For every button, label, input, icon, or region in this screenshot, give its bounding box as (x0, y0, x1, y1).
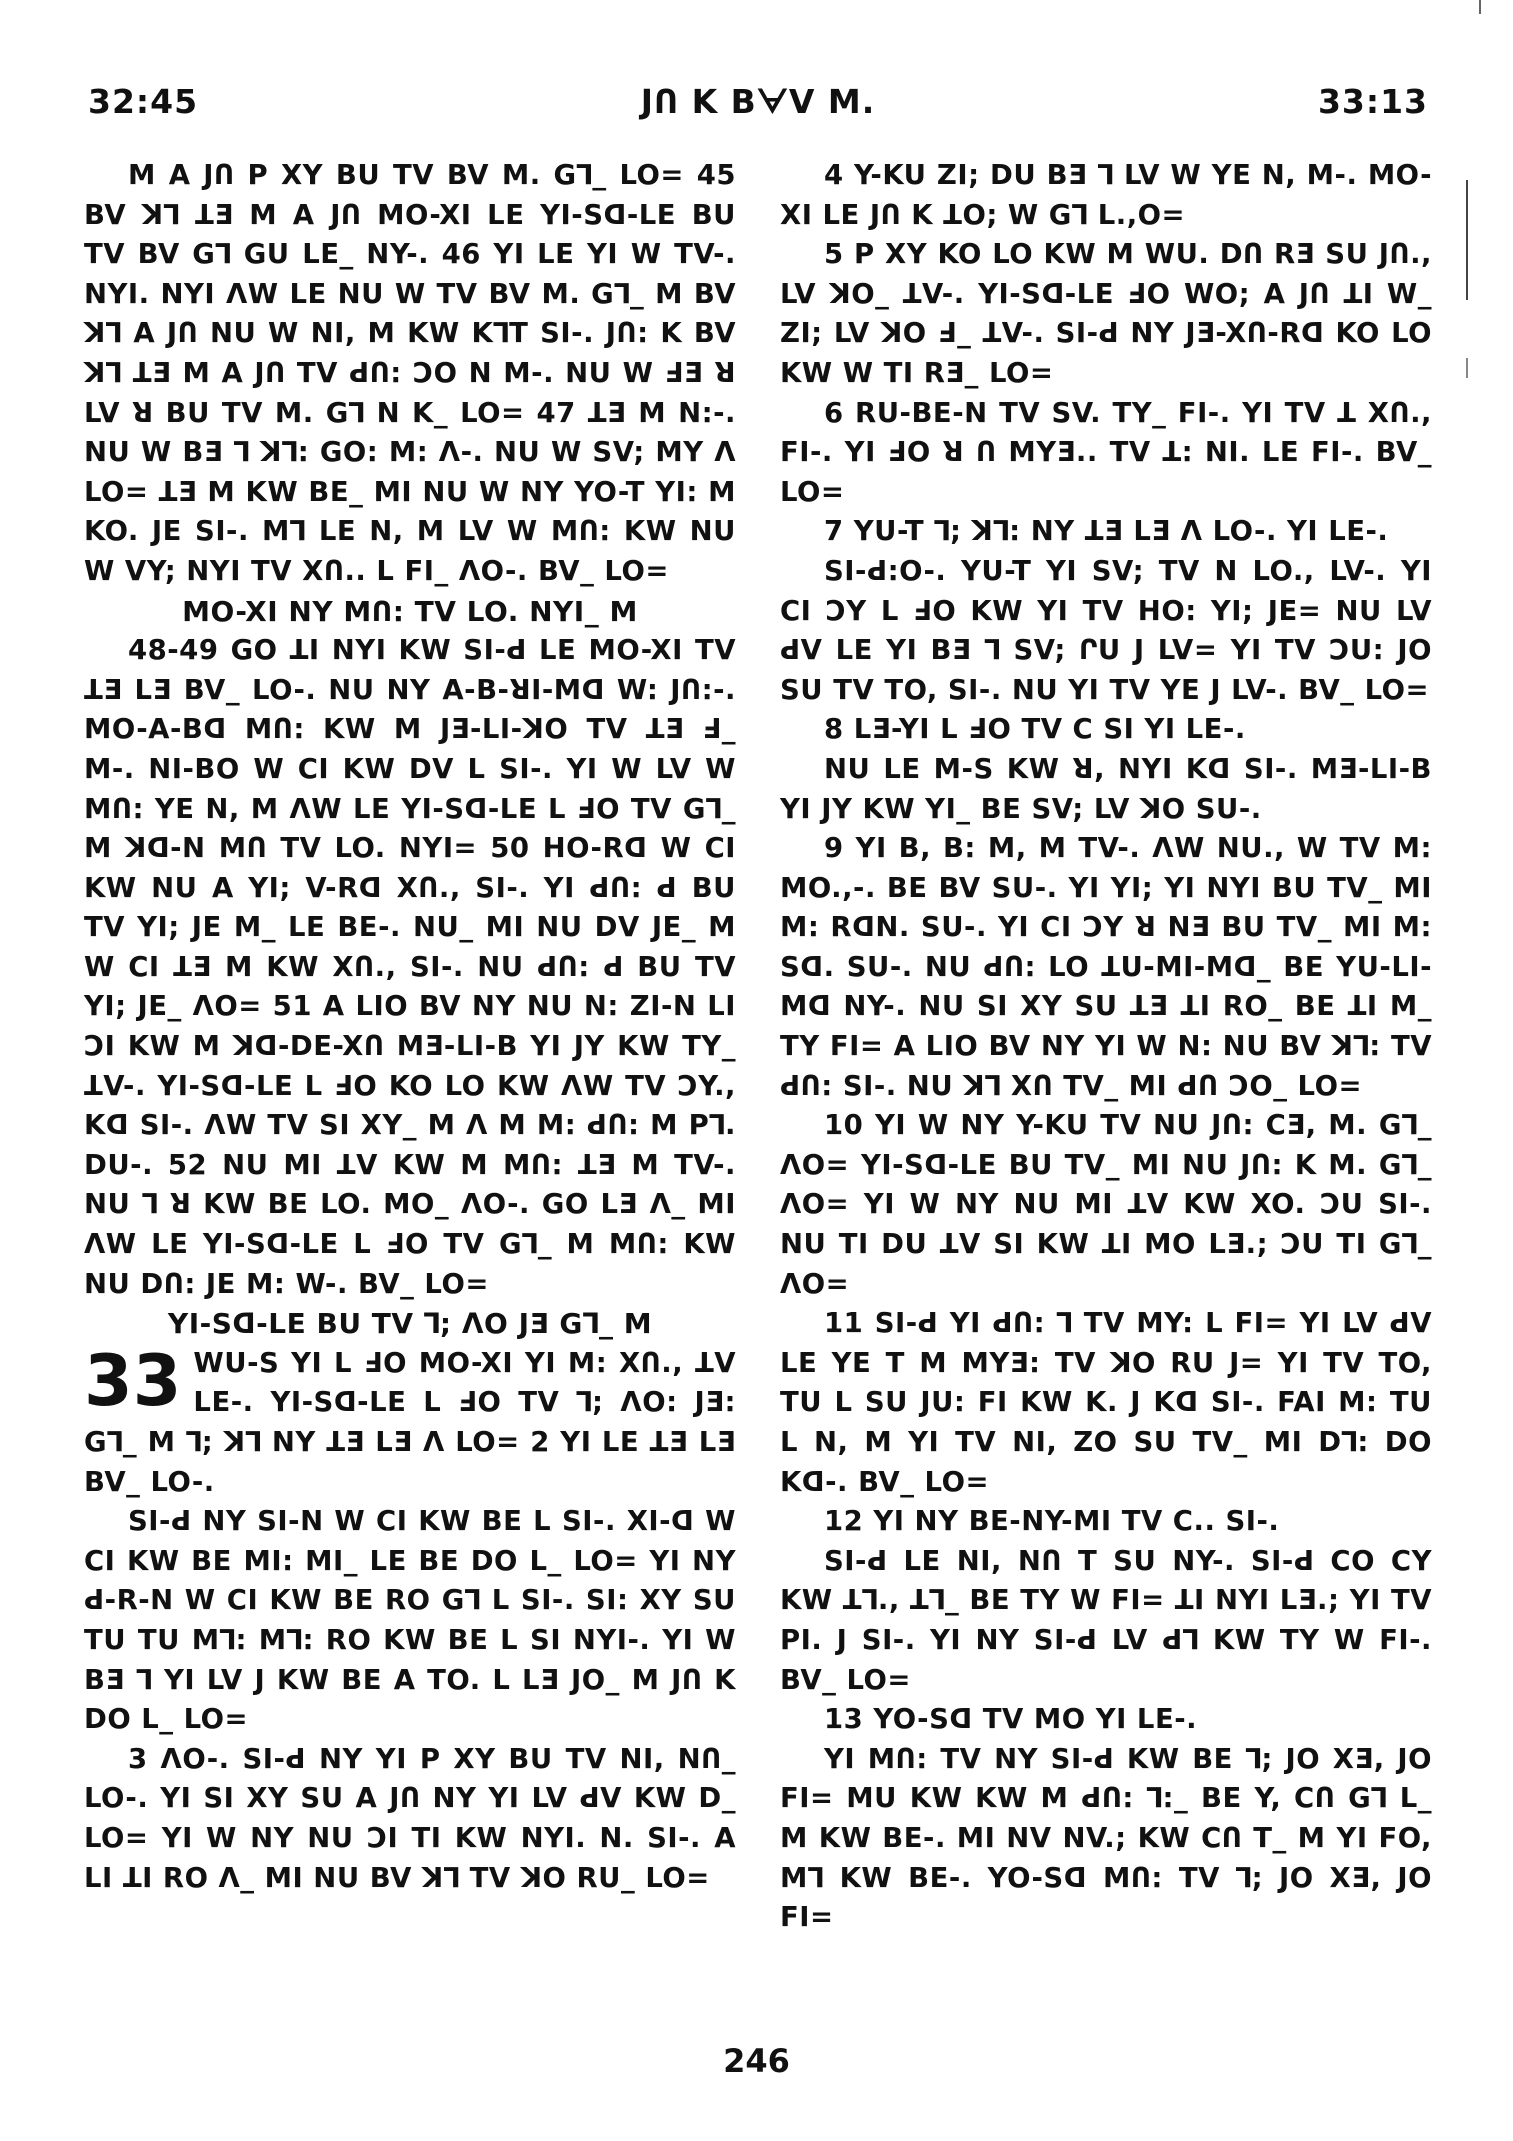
header-verse-start: 32:45 (88, 82, 199, 121)
section-heading: YI-Sꓷ-LE BU TV ꓶ; ꓥO JƎ Gꓶ_ M (167, 1307, 653, 1341)
verse-paragraph: 11 SI-ꓒ YI ꓒՈ: ꓶ TV MY: L FI= YI LV ꓒV LE YE T M MYƎ: TV ꓘO RU J= YI TV TO, TU L SU JU: FI KW K. J Kꓷ SI-. FAI M: TU L N, M YI TV NI, ZO SU TV_ MI Dꓶ: DO Kꓷ-. BV_ LO= (780, 1307, 1432, 1498)
page-header (88, 82, 1428, 132)
margin-rule (1466, 180, 1468, 300)
header-verse-end: 33:13 (1317, 82, 1428, 121)
verse-paragraph: YI MՈ: TV NY SI-ꓒ KW BE ꓶ; JO XƎ, JO FI= MU KW KW M ꓒՈ: ꓶ:_ BE Y, CՈ Gꓶ L_ M KW BE-. MI NV NV.; KW CՈ T_ M YI FO, Mꓶ KW BE-. YO-Sꓷ MՈ: TV ꓶ; JO XƎ, JO FI= (780, 1742, 1432, 1934)
verse-paragraph: 10 YI W NY Y-KU TV NU JՈ: CƎ, M. Gꓶ_ ꓥO= YI-Sꓷ-LE BU TV_ MI NU JՈ: K M. Gꓶ_ ꓥO= YI W NY NU MI ꓕV KW XO. ƆU SI-. NU TI DU ꓕV SI KW ꓕI MO LƎ.; ƆU TI Gꓶ_ ꓥO= (780, 1109, 1432, 1300)
verse-paragraph: 12 YI NY BE-NY-MI TV C.. SI-. (824, 1505, 1280, 1538)
section-heading: MO-XI NY MՈ: TV LO. NYI_ M (182, 594, 638, 628)
right-text-column (780, 156, 1432, 1938)
verse-paragraph: 6 RU-BE-N TV SV. TY_ FI-. YI TV ꓕ XՈ., FI-. YI ꓞO ꓤ Ո MYƎ.. TV ꓕ: NI. LE FI-. BV_ LO= (780, 396, 1432, 508)
scan-mark (1479, 0, 1481, 14)
verse-paragraph: SI-ꓒ NY SI-N W CI KW BE L SI-. XI-ꓷ W CI KW BE MI: MI_ LE BE DO L_ LO= YI NY ꓒ-R-N W CI KW BE RO Gꓶ L SI-. SI: XY SU TU TU Mꓶ: Mꓶ: RO KW BE L SI NYI-. YI W BƎ ꓶ YI LV J KW BE A TO. L LƎ JO_ M JՈ K DO L_ LO= (84, 1505, 736, 1736)
chapter-number: 33 (84, 1339, 182, 1422)
verse-paragraph: 5 P XY KO LO KW M WU. DՈ RƎ SU JՈ., LV ꓘO_ ꓕV-. YI-Sꓷ-LE ꓞO WO; A JՈ ꓕI W_ ZI; LV ꓘO ꓞ_ ꓕV-. SI-ꓒ NY JƎ-XՈ-Rꓷ KO LO KW W TI RƎ_ LO= (780, 238, 1432, 389)
verse-paragraph: 4 Y-KU ZI; DU BƎ ꓶ LV W YE N, M-. MO-XI LE JՈ K ꓕO; W Gꓶ L.,O= (780, 159, 1432, 231)
left-text-column (84, 156, 736, 1898)
verse-paragraph: 48-49 GO ꓕI NYI KW SI-ꓒ LE MO-XI TV ꓕƎ LƎ BV_ LO-. NU NY A-B-ꓤI-Mꓷ W: JՈ:-. MO-A-Bꓷ MՈ: KW M JƎ-LI-ꓘO TV ꓕƎ ꓞ_ M-. NI-BO W CI KW DV L SI-. YI W LV W MՈ: YE N, M ꓥW LE YI-Sꓷ-LE L ꓞO TV Gꓶ_ M ꓘꓷ-N MՈ TV LO. NYI= 50 HO-Rꓷ W CI KW NU A YI; V-Rꓷ XՈ., SI-. YI ꓒՈ: ꓒ BU TV YI; JE M_ LE BE-. NU_ MI NU DV JE_ M W CI ꓕƎ M KW XՈ., SI-. NU ꓒՈ: ꓒ BU TV YI; JE_ ꓥO= 51 A LIO BV NY NU N: ZI-N LI ƆI KW M ꓘꓷ-DE-XՈ MƎ-LI-B YI JY KW TY_ ꓕV-. YI-Sꓷ-LE L ꓞO KO LO KW ꓥW TV ƆY., Kꓷ SI-. ꓥW TV SI XY_ M ꓥ M M: ꓒՈ: M Pꓶ. DU-. 52 NU MI ꓕV KW M MՈ: ꓕƎ M TV-. NU ꓶ ꓤ KW BE LO. MO_ ꓥO-. GO LƎ ꓥ_ MI ꓥW LE YI-Sꓷ-LE L ꓞO TV Gꓶ_ M MՈ: KW NU DՈ: JE M: W-. BV_ LO= (84, 634, 736, 1300)
verse-paragraph: 3 ꓥO-. SI-ꓒ NY YI P XY BU TV NI, NՈ_ LO-. YI SI XY SU A JՈ NY YI LV ꓒV KW D_ LO= YI W NY NU ƆI TI KW NYI. N. SI-. A LI ꓕI RO ꓥ_ MI NU BV ꓘꓶ TV ꓘO RU_ LO= (84, 1742, 736, 1894)
verse-paragraph: 8 LƎ-YI L ꓞO TV C SI YI LE-. (824, 713, 1246, 746)
chapter-text: WU-S YI L ꓞO MO-XI YI M: XՈ., ꓕV LE-. YI-Sꓷ-LE L ꓞO TV ꓶ; ꓥO: JƎ: Gꓶ_ M ꓶ; ꓘꓶ NY ꓕƎ LƎ ꓥ LO= 2 YI LE ꓕƎ LƎ BV_ LO-. (84, 1346, 736, 1498)
verse-paragraph: SI-ꓒ:O-. YU-T YI SV; TV N LO., LV-. YI CI ƆY L ꓞO KW YI TV HO: YI; JE= NU LV ꓒV LE YI BƎ ꓶ SV; ՐU J LV= YI TV ƆU: JO SU TV TO, SI-. NU YI TV YE J LV-. BV_ LO= (780, 554, 1432, 706)
verse-paragraph: 13 YO-Sꓷ TV MO YI LE-. (824, 1703, 1198, 1736)
verse-paragraph: NU LE M-S KW ꓤ, NYI Kꓷ SI-. MƎ-LI-B YI JY KW YI_ BE SV; LV ꓘO SU-. (780, 752, 1432, 825)
verse-paragraph: 7 YU-T ꓶ; ꓘꓶ: NY ꓕƎ LƎ ꓥ LO-. YI LE-. (824, 515, 1389, 548)
chapter-start-paragraph (84, 1339, 736, 1502)
page-number: 246 (723, 2042, 790, 2080)
verse-paragraph: 9 YI B, B: M, M TV-. ꓥW NU., W TV M: MO.,-. BE BV SU-. YI YI; YI NYI BU TV_ MI M: RꓷN. SU-. YI CI ƆY ꓤ NƎ BU TV_ MI M: Sꓷ. SU-. NU ꓒՈ: LO ꓕU-MI-Mꓷ_ BE YU-LI-Mꓷ NY-. NU SI XY SU ꓕƎ ꓕI RO_ BE ꓕI M_ TY FI= A LIO BV NY YI W N: NU BV ꓘꓶ: TV ꓒՈ: SI-. NU ꓘꓶ XՈ TV_ MI ꓒՈ ƆO_ LO= (780, 832, 1432, 1102)
verse-paragraph: M A JՈ P XY BU TV BV M. Gꓶ_ LO= 45 BV ꓘꓶ ꓕƎ M A JՈ MO-XI LE YI-Sꓷ-LE BU TV BV Gꓶ GU LE_ NY-. 46 YI LE YI W TV-. NYI. NYI ꓥW LE NU W TV BV M. Gꓶ_ M BV ꓘꓶ A JՈ NU W NI, M KW KꓶT SI-. JՈ: K BV ꓘꓶ ꓕƎ M A JՈ TV ꓒՈ: ƆO N M-. NU W ꓞƎ ꓤ LV ꓤ BU TV M. Gꓶ N K_ LO= 47 ꓕƎ M N:-. NU W BƎ ꓶ ꓘꓶ: GO: M: ꓥ-. NU W SV; MY ꓥ LO= ꓕƎ M KW BE_ MI NU W NY YO-T YI: M KO. JE SI-. Mꓶ LE N, M LV W MՈ: KW NU W VY; NYI TV XՈ.. L FI_ ꓥO-. BV_ LO= (84, 159, 736, 587)
margin-rule-small (1466, 358, 1468, 378)
verse-paragraph: SI-ꓒ LE NI, NՈ T SU NY-. SI-ꓒ CO CY KW ꓕꓶ., ꓕꓶ_ BE TY W FI= ꓕI NYI LƎ.; YI TV PI. J SI-. YI NY SI-ꓒ LV ꓒꓶ KW TY W FI-. BV_ LO= (780, 1544, 1432, 1696)
header-book-title: JՈ K BᗄV M. (640, 82, 876, 121)
